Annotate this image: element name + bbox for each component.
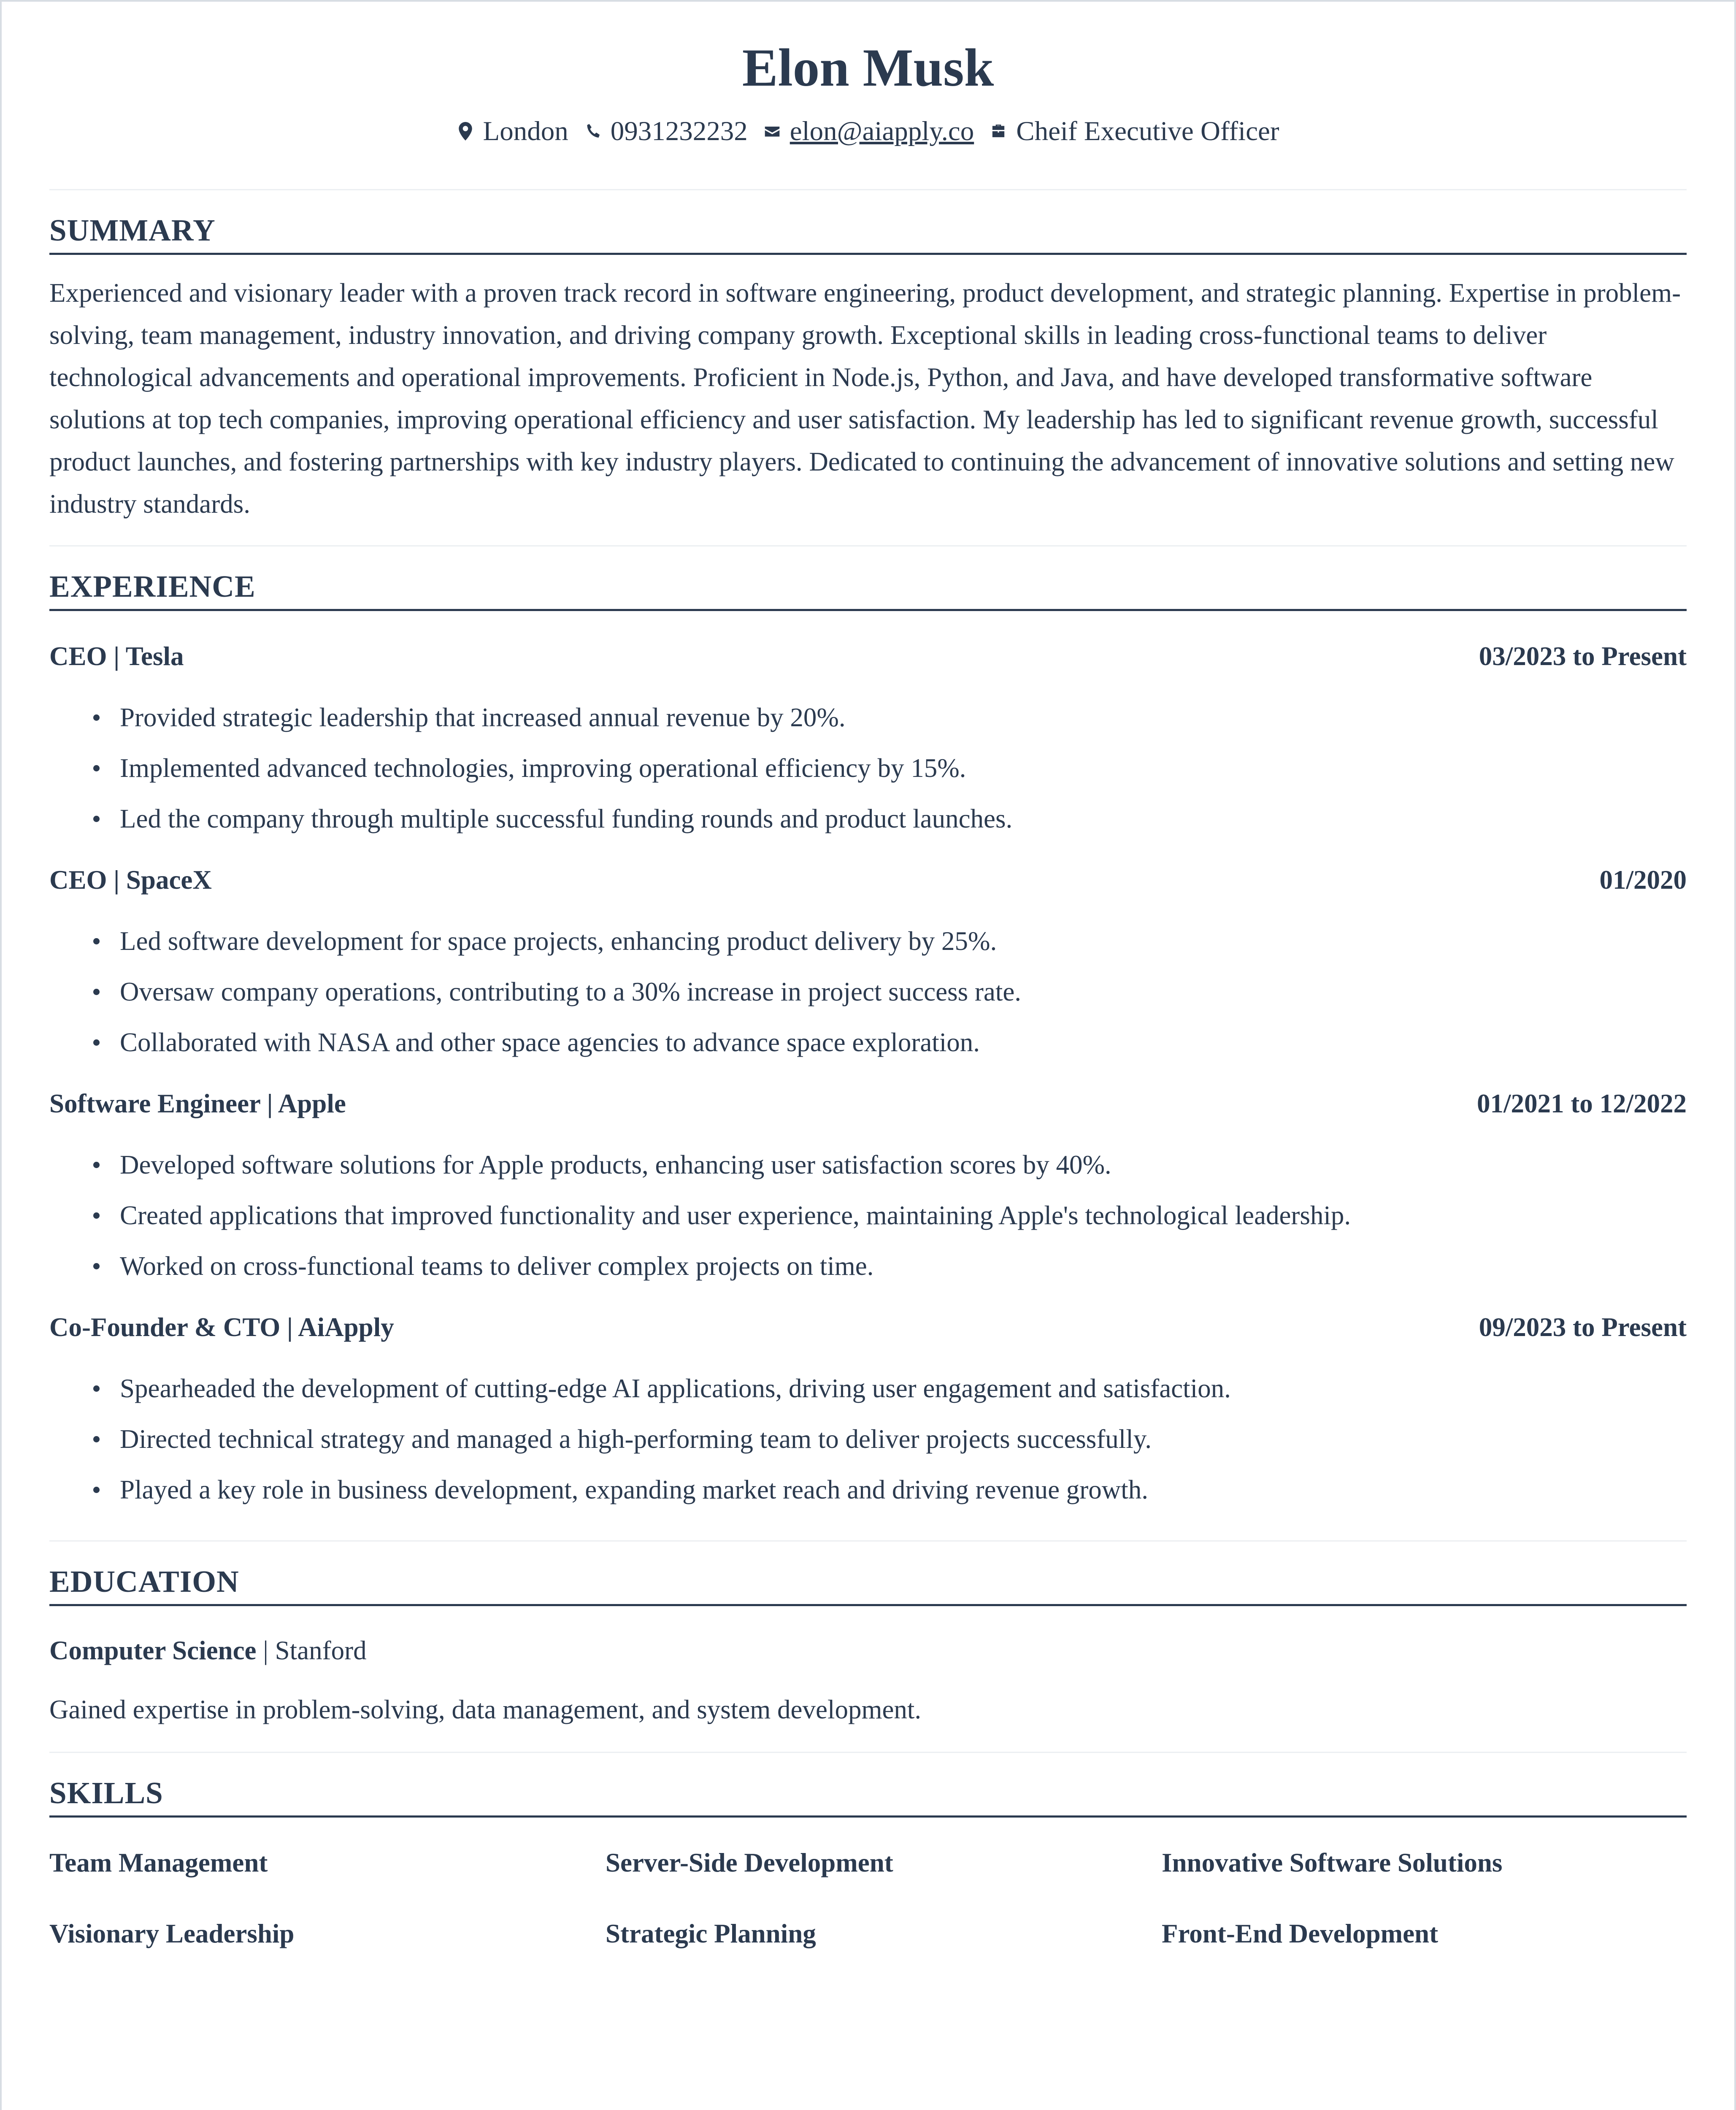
job-bullets xyxy=(49,916,1687,1068)
job-title: CEO | SpaceX xyxy=(49,865,212,895)
job-bullet: Directed technical strategy and managed a high-performing team to deliver projects successfully. xyxy=(49,1414,1687,1464)
skill-item: Innovative Software Solutions xyxy=(1162,1848,1503,1877)
job-header xyxy=(49,861,1687,899)
job-dates: 01/2020 xyxy=(1599,865,1687,895)
job-title-text: Cheif Executive Officer xyxy=(1016,116,1279,146)
contact-phone xyxy=(584,112,748,150)
job-dates: 03/2023 to Present xyxy=(1479,641,1687,671)
job-header xyxy=(49,637,1687,675)
skills-heading: SKILLS xyxy=(49,1774,1687,1818)
job-dates: 01/2021 to 12/2022 xyxy=(1477,1089,1687,1118)
resume-content xyxy=(49,2,1687,1953)
divider xyxy=(49,189,1687,190)
skill-item: Front-End Development xyxy=(1162,1919,1439,1948)
skill-item: Visionary Leadership xyxy=(49,1919,295,1948)
job-entry xyxy=(49,1085,1687,1291)
envelope-icon xyxy=(764,122,781,141)
job-title: Co-Founder & CTO | AiApply xyxy=(49,1312,394,1342)
candidate-name: Elon Musk xyxy=(742,38,994,97)
job-bullet: Implemented advanced technologies, improving operational efficiency by 15%. xyxy=(49,743,1687,793)
contact-title xyxy=(990,112,1279,150)
education-section xyxy=(49,1563,1687,1729)
job-header xyxy=(49,1085,1687,1123)
skills-section xyxy=(49,1774,1687,1953)
resume-header xyxy=(49,2,1687,150)
job-bullet: Provided strategic leadership that increased annual revenue by 20%. xyxy=(49,692,1687,743)
divider xyxy=(49,1752,1687,1753)
phone-text: 0931232232 xyxy=(610,116,748,146)
job-entry xyxy=(49,861,1687,1068)
skill-item: Server-Side Development xyxy=(606,1848,893,1877)
skills-grid xyxy=(49,1844,1687,1953)
job-bullet: Worked on cross-functional teams to deliver complex projects on time. xyxy=(49,1241,1687,1291)
map-pin-icon xyxy=(457,122,474,141)
education-school: Stanford xyxy=(275,1636,367,1665)
contact-location xyxy=(457,112,568,150)
job-bullet: Collaborated with NASA and other space agencies to advance space exploration. xyxy=(49,1017,1687,1068)
contact-line xyxy=(49,112,1687,150)
location-text: London xyxy=(483,116,568,146)
job-title: CEO | Tesla xyxy=(49,641,184,671)
job-bullets xyxy=(49,692,1687,844)
education-description: Gained expertise in problem-solving, data management, and system development. xyxy=(49,1695,922,1724)
divider xyxy=(49,545,1687,546)
divider xyxy=(49,1540,1687,1542)
briefcase-icon xyxy=(990,122,1007,141)
job-bullets xyxy=(49,1139,1687,1291)
experience-heading: EXPERIENCE xyxy=(49,568,1687,611)
job-bullet: Created applications that improved functionality and user experience, maintaining Apple's technological leadership. xyxy=(49,1190,1687,1241)
job-bullet: Oversaw company operations, contributing to a 30% increase in project success rate. xyxy=(49,966,1687,1017)
job-dates: 09/2023 to Present xyxy=(1479,1312,1687,1342)
job-header xyxy=(49,1308,1687,1346)
skill-item: Team Management xyxy=(49,1848,268,1877)
skill-item: Strategic Planning xyxy=(606,1919,816,1948)
summary-heading: SUMMARY xyxy=(49,211,1687,255)
summary-section xyxy=(49,211,1687,525)
experience-section xyxy=(49,568,1687,1515)
job-entry xyxy=(49,1308,1687,1515)
education-entry xyxy=(49,1631,1687,1669)
job-bullet: Spearheaded the development of cutting-edge AI applications, driving user engagement and satisfaction. xyxy=(49,1363,1687,1414)
education-degree: Computer Science xyxy=(49,1636,257,1665)
job-bullet: Led software development for space projects, enhancing product delivery by 25%. xyxy=(49,916,1687,966)
education-separator: | xyxy=(256,1636,275,1665)
summary-text: Experienced and visionary leader with a proven track record in software engineering, product development, and strategic planning. Expertise in problem-solving, team management, industry innovation, and driving company growth. Exceptional skills in leading cross-functional teams to deliver technological advancements and operational improvements. Proficient in Node.js, Python, and Java, and have developed transformative software solutions at top tech companies, improving operational efficiency and user satisfaction. My leadership has led to significant revenue growth, successful product launches, and fostering partnerships with key industry players. Dedicated to continuing the advancement of innovative solutions and setting new industry standards. xyxy=(49,278,1681,519)
education-heading: EDUCATION xyxy=(49,1563,1687,1606)
email-link[interactable]: elon@aiapply.co xyxy=(790,116,974,146)
job-bullet: Led the company through multiple successful funding rounds and product launches. xyxy=(49,793,1687,844)
job-bullets xyxy=(49,1363,1687,1515)
job-bullet: Developed software solutions for Apple products, enhancing user satisfaction scores by 40%. xyxy=(49,1139,1687,1190)
job-title: Software Engineer | Apple xyxy=(49,1089,346,1118)
contact-email[interactable] xyxy=(764,112,974,150)
job-entry xyxy=(49,637,1687,844)
phone-icon xyxy=(584,122,601,141)
job-bullet: Played a key role in business development, expanding market reach and driving revenue growth. xyxy=(49,1464,1687,1515)
